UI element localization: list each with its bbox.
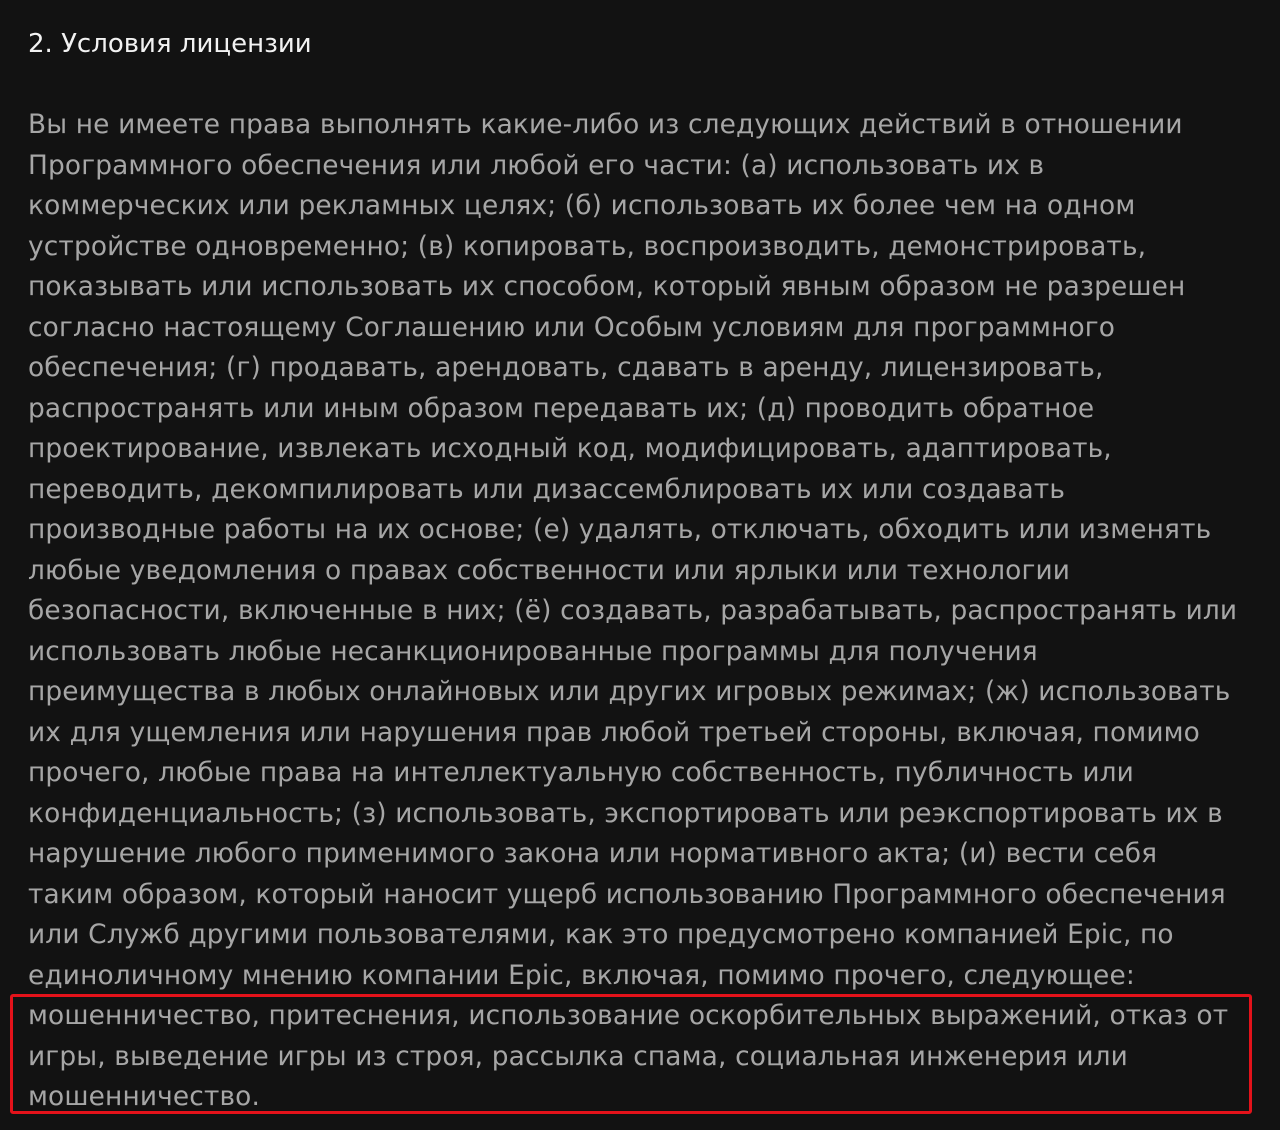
paragraph-line: коммерческих или рекламных целях; (б) использовать их более чем на одном xyxy=(28,190,1136,221)
paragraph-line: преимущества в любых онлайновых или других игровых режимах; (ж) использовать xyxy=(28,676,1231,707)
paragraph-line: их для ущемления или нарушения прав любой третьей стороны, включая, помимо xyxy=(28,716,1200,748)
highlighted-line: мошенничество, притеснения, использование оскорбительных выражений, отказ от xyxy=(28,1000,1229,1031)
highlighted-line: игры, выведение игры из строя, рассылка спама, социальная инженерия или xyxy=(28,1040,1128,1072)
paragraph-line: или Служб другими пользователями, как это предусмотрено компанией Epic, по xyxy=(28,919,1174,950)
paragraph-line: Вы не имеете права выполнять какие-либо из следующих действий в отношении xyxy=(28,109,1183,140)
paragraph-line: любые уведомления о правах собственности или ярлыки или технологии xyxy=(28,554,1071,586)
paragraph-line: обеспечения; (г) продавать, арендовать, сдавать в аренду, лицензировать, xyxy=(28,352,1104,383)
paragraph-line: конфиденциальность; (з) использовать, экспортировать или реэкспортировать их в xyxy=(28,797,1223,829)
paragraph-line: безопасности, включенные в них; (ё) создавать, разрабатывать, распространять или xyxy=(28,595,1238,626)
paragraph-line: проектирование, извлекать исходный код, модифицировать, адаптировать, xyxy=(28,433,1112,464)
paragraph-line: переводить, декомпилировать или дизассемблировать их или создавать xyxy=(28,473,1066,505)
license-paragraph xyxy=(28,105,1268,1118)
highlighted-line: мошенничество. xyxy=(28,1081,260,1112)
paragraph-line: устройстве одновременно; (в) копировать, воспроизводить, демонстрировать, xyxy=(28,230,1147,262)
section-title: 2. Условия лицензии xyxy=(28,29,312,59)
paragraph-line: производные работы на их основе; (е) удалять, отключать, обходить или изменять xyxy=(28,514,1212,545)
paragraph-line: согласно настоящему Соглашению или Особым условиям для программного xyxy=(28,311,1116,343)
paragraph-line: распространять или иным образом передавать их; (д) проводить обратное xyxy=(28,392,1095,424)
paragraph-line: прочего, любые права на интеллектуальную собственность, публичность или xyxy=(28,757,1134,788)
paragraph-line: Программного обеспечения или любой его части: (а) использовать их в xyxy=(28,149,1045,181)
paragraph-line: единоличному мнению компании Epic, включая, помимо прочего, следующее: xyxy=(28,959,1135,991)
paragraph-line: показывать или использовать их способом, который явным образом не разрешен xyxy=(28,271,1186,302)
paragraph-line: использовать любые несанкционированные программы для получения xyxy=(28,635,1038,667)
paragraph-line: нарушение любого применимого закона или нормативного акта; (и) вести себя xyxy=(28,838,1158,869)
paragraph-line: таким образом, который наносит ущерб использованию Программного обеспечения xyxy=(28,878,1226,910)
